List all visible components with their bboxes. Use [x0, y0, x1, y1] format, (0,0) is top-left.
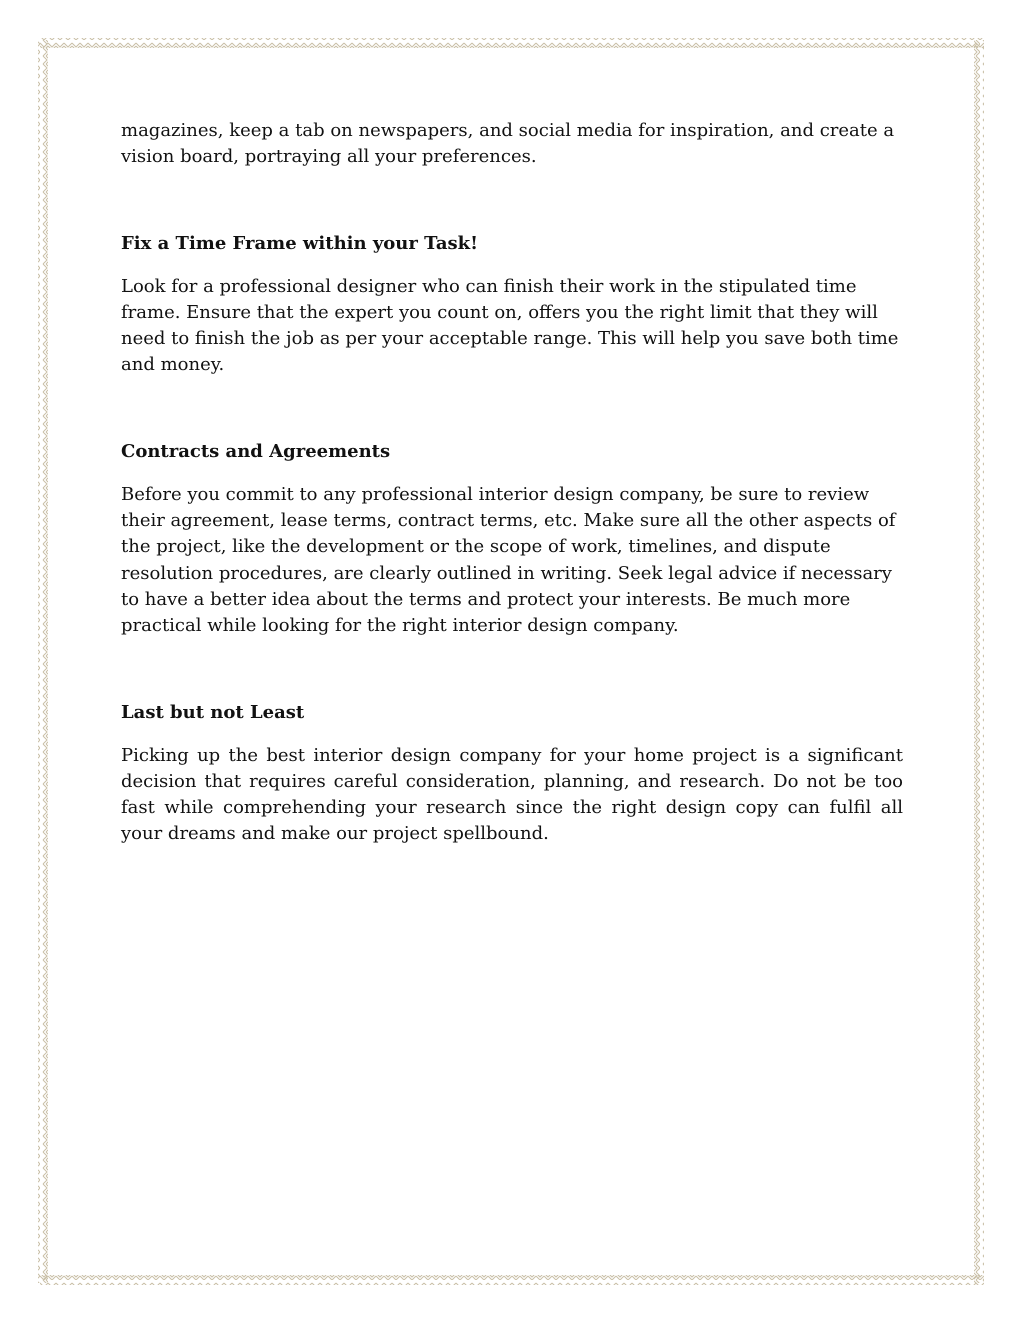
section-heading-contracts: Contracts and Agreements [121, 440, 391, 462]
section-paragraph-contracts: Before you commit to any professional interior design company, be sure to review their agreement, lease terms, contract terms, etc. Make sure all the other aspects of the project, like the development or the scope of work, timelines, and dispute resolution procedures, are clearly outlined in writing. Seek legal advice if necessary to have a better idea about the terms and protect your interests. Be much more practical while looking for the right interior design company. [121, 483, 896, 637]
section-paragraph-last: Picking up the best interior design company for your home project is a significant decision that requires careful consideration, planning, and research. Do not be too fast while comprehending your research since the right design copy can fulfil all your dreams and make our project spellbound. [121, 744, 903, 845]
border-left [38, 40, 48, 1283]
heading-spacer [121, 726, 903, 743]
border-bottom [40, 1275, 984, 1285]
document-body [121, 118, 903, 848]
border-right [974, 40, 984, 1283]
heading-spacer [121, 257, 903, 274]
border-top [40, 38, 984, 48]
section-spacer [121, 171, 903, 231]
section-spacer [121, 640, 903, 700]
section-spacer [121, 379, 903, 439]
intro-paragraph: magazines, keep a tab on newspapers, and social media for inspiration, and create a vision board, portraying all your preferences. [121, 120, 895, 168]
section-heading-time-frame: Fix a Time Frame within your Task! [121, 232, 478, 254]
section-paragraph-time-frame: Look for a professional designer who can finish their work in the stipulated time frame. Ensure that the expert you count on, offers you the right limit that they will need to finish the job as per your acceptable range. This will help you save both time and money. [121, 275, 899, 376]
heading-spacer [121, 465, 903, 482]
section-heading-last: Last but not Least [121, 701, 305, 723]
